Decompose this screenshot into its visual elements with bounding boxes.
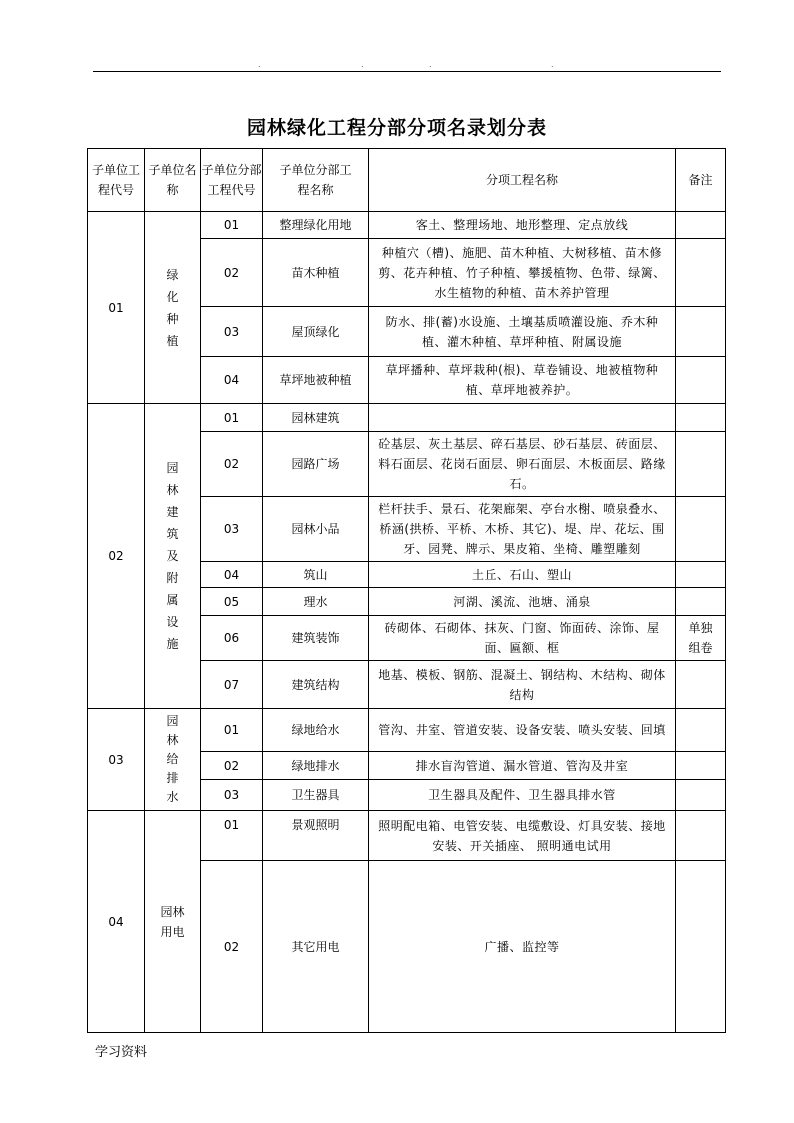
remark: 单独组卷: [676, 616, 726, 661]
item-names: 管沟、井室、管道安装、设备安装、喷头安装、回填: [369, 709, 676, 752]
division-code: 05: [201, 588, 263, 616]
division-code: 01: [201, 811, 263, 861]
division-code: 03: [201, 780, 263, 811]
item-names: 种植穴（槽)、施肥、苗木种植、大树移植、苗木修剪、花卉种植、竹子种植、攀援植物、色带、绿篱、水生植物的种植、苗木养护管理: [369, 239, 676, 307]
item-names: 土丘、石山、塑山: [369, 562, 676, 588]
table-row: [88, 212, 726, 239]
division-name: 建筑结构: [263, 661, 369, 709]
unit-name: 园林用电: [145, 811, 201, 1033]
page-title: 园林绿化工程分部分项名录划分表: [246, 117, 547, 139]
header-unit-code: 子单位工程代号: [88, 149, 145, 212]
remark: [676, 780, 726, 811]
unit-code: 03: [88, 709, 145, 811]
division-code: 02: [201, 752, 263, 780]
item-names: 客土、整理场地、地形整理、定点放线: [369, 212, 676, 239]
remark: [676, 588, 726, 616]
unit-name: 园林给排水: [145, 709, 201, 811]
division-name: 理水: [263, 588, 369, 616]
item-names: 卫生器具及配件、卫生器具排水管: [369, 780, 676, 811]
division-name: 建筑装饰: [263, 616, 369, 661]
division-name: 卫生器具: [263, 780, 369, 811]
unit-code: 04: [88, 811, 145, 1033]
remark: [676, 497, 726, 562]
item-names: 防水、排(蓄)水设施、土壤基质喷灌设施、乔木种植、灌木种植、草坪种植、附属设施: [369, 307, 676, 357]
item-names: [369, 404, 676, 432]
item-names: 砼基层、灰土基层、碎石基层、砂石基层、砖面层、料石面层、花岗石面层、卵石面层、木板面层、路缘石。: [369, 432, 676, 497]
item-names: 砖砌体、石砌体、抹灰、门窗、饰面砖、涂饰、屋面、匾额、框: [369, 616, 676, 661]
division-name: 草坪地被种植: [263, 357, 369, 404]
remark: [676, 562, 726, 588]
division-code: 01: [201, 404, 263, 432]
header-unit-name: 子单位名称: [145, 149, 201, 212]
header-remark: 备注: [676, 149, 726, 212]
division-name: 绿地排水: [263, 752, 369, 780]
remark: [676, 661, 726, 709]
division-table: [87, 148, 726, 1033]
item-names: 栏杆扶手、景石、花架廊架、亭台水榭、喷泉叠水、桥涵(拱桥、平桥、木桥、其它)、堤、岸、花坛、围牙、园凳、牌示、果皮箱、坐椅、雕塑雕刻: [369, 497, 676, 562]
remark: [676, 404, 726, 432]
division-name: 园林小品: [263, 497, 369, 562]
table-row: [88, 811, 726, 861]
header-rule: [93, 71, 721, 72]
remark: [676, 307, 726, 357]
header-dots: . . . .: [258, 60, 554, 69]
division-code: 06: [201, 616, 263, 661]
header-division-name: 子单位分部工程名称: [263, 149, 369, 212]
division-name: 绿地给水: [263, 709, 369, 752]
item-names: 排水盲沟管道、漏水管道、管沟及井室: [369, 752, 676, 780]
division-name: 景观照明: [263, 811, 369, 861]
division-code: 01: [201, 212, 263, 239]
remark: [676, 212, 726, 239]
division-name: 屋顶绿化: [263, 307, 369, 357]
footer-label: 学习资料: [95, 1045, 148, 1060]
division-code: 01: [201, 709, 263, 752]
remark: [676, 752, 726, 780]
header-item-names: 分项工程名称: [369, 149, 676, 212]
table-header-row: [88, 149, 726, 212]
unit-name: 绿化种植: [145, 212, 201, 404]
division-code: 02: [201, 239, 263, 307]
item-names: 草坪播种、草坪栽种(根)、草卷铺设、地被植物种植、草坪地被养护。: [369, 357, 676, 404]
division-code: 04: [201, 357, 263, 404]
item-names: 地基、模板、钢筋、混凝土、钢结构、木结构、砌体结构: [369, 661, 676, 709]
header-division-code: 子单位分部工程代号: [201, 149, 263, 212]
item-names: 河湖、溪流、池塘、涌泉: [369, 588, 676, 616]
division-name: 苗木种植: [263, 239, 369, 307]
unit-name: 园林建筑及附属设施: [145, 404, 201, 709]
division-name: 其它用电: [263, 861, 369, 1033]
remark: [676, 811, 726, 861]
division-code: 02: [201, 861, 263, 1033]
division-name: 整理绿化用地: [263, 212, 369, 239]
item-names: 广播、监控等: [369, 861, 676, 1033]
table-row: [88, 709, 726, 752]
table-row: [88, 404, 726, 432]
remark: [676, 239, 726, 307]
division-name: 筑山: [263, 562, 369, 588]
item-names: 照明配电箱、电管安装、电缆敷设、灯具安装、接地安装、开关插座、 照明通电试用: [369, 811, 676, 861]
division-code: 07: [201, 661, 263, 709]
division-code: 03: [201, 307, 263, 357]
division-code: 03: [201, 497, 263, 562]
remark: [676, 432, 726, 497]
division-code: 04: [201, 562, 263, 588]
division-name: 园林建筑: [263, 404, 369, 432]
unit-code: 02: [88, 404, 145, 709]
remark: [676, 357, 726, 404]
remark: [676, 709, 726, 752]
unit-code: 01: [88, 212, 145, 404]
division-name: 园路广场: [263, 432, 369, 497]
division-code: 02: [201, 432, 263, 497]
remark: [676, 861, 726, 1033]
